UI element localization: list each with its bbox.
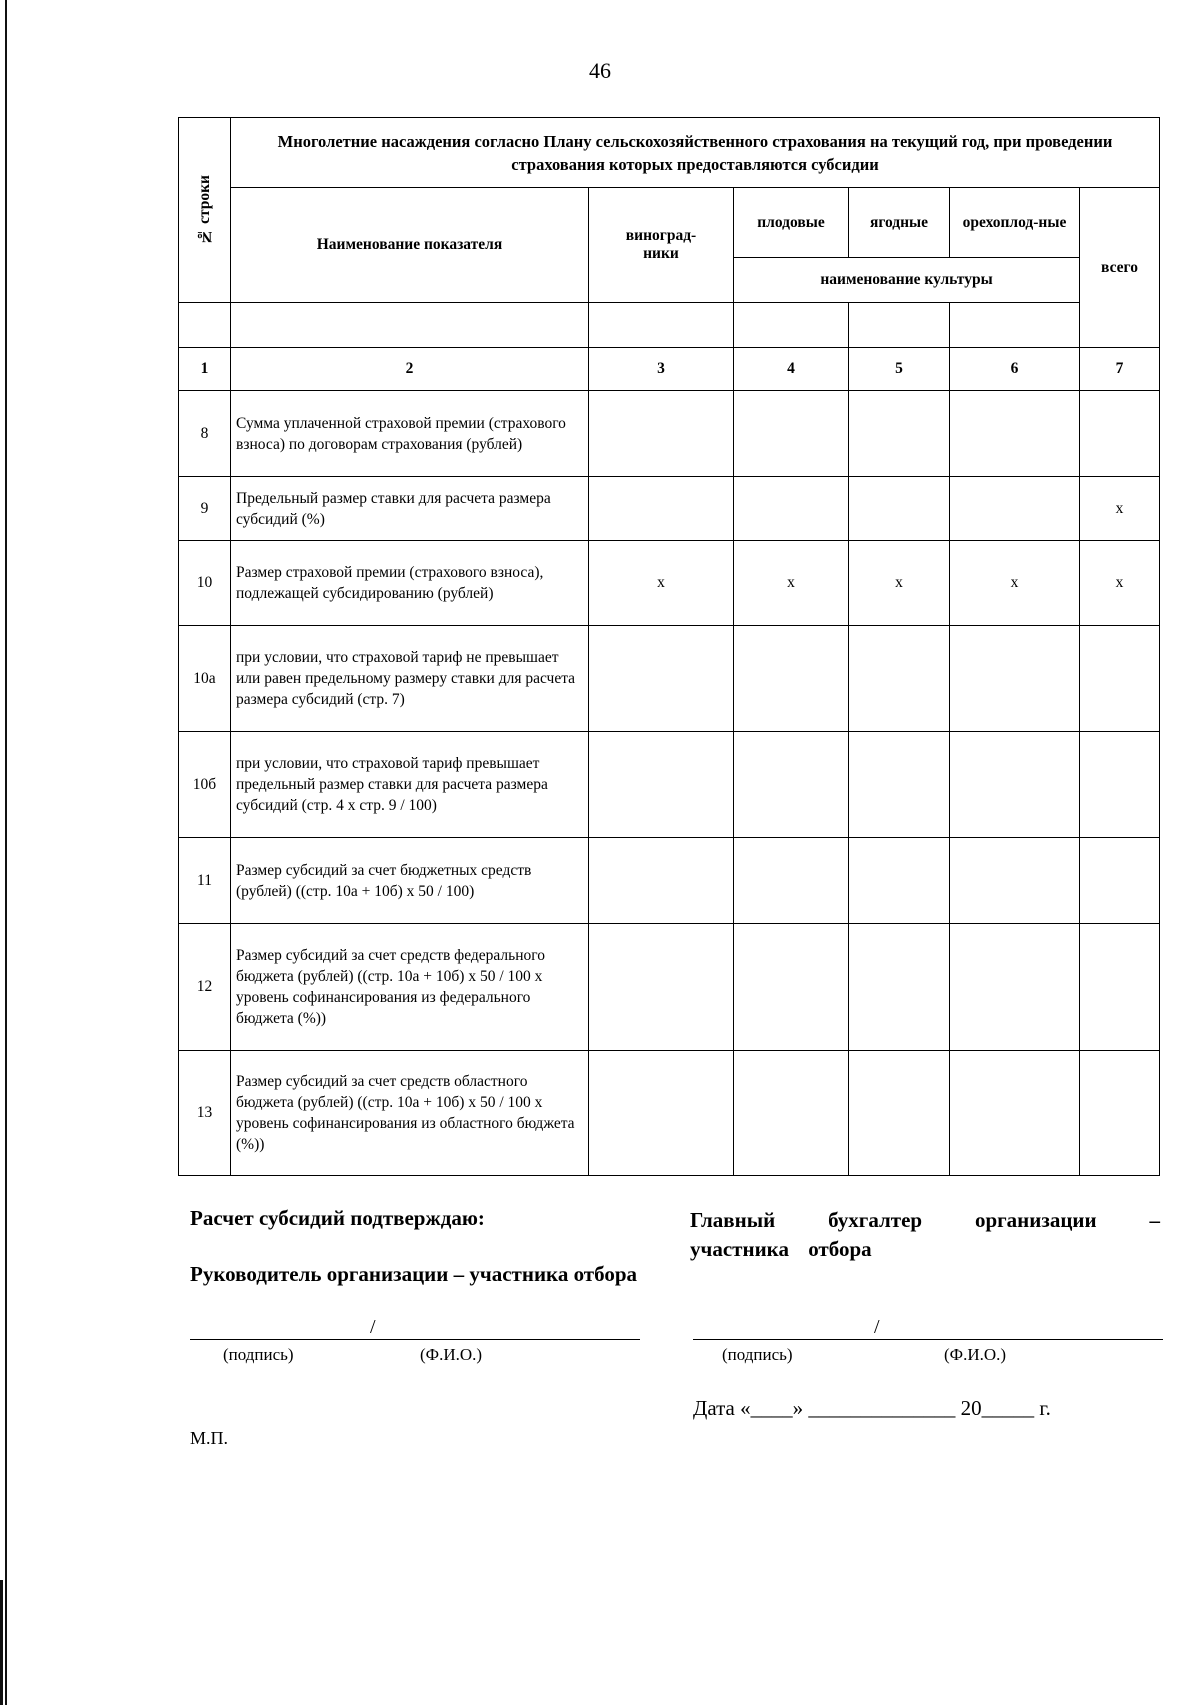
date-field[interactable]: Дата «____» ______________ 20_____ г. — [693, 1396, 1051, 1420]
cell-total[interactable] — [1080, 924, 1160, 1051]
row-number: 10 — [179, 541, 231, 626]
cell-total[interactable] — [1080, 732, 1160, 838]
row-label: Размер страховой премии (страхового взноса), подлежащей субсидированию (рублей) — [231, 541, 589, 626]
crop-name-berry-cell — [849, 303, 950, 348]
table-row — [179, 477, 1160, 541]
row-label: Размер субсидий за счет средств областного бюджета (рублей) ((стр. 10а + 10б) x 50 / 100 x уровень софинансирования из областного бюджета (%)) — [231, 1051, 589, 1176]
cell-vineyards: x — [589, 541, 734, 626]
cell-vineyards[interactable] — [589, 626, 734, 732]
column-number: 6 — [950, 348, 1080, 391]
table-row — [179, 391, 1160, 477]
table-row — [179, 541, 1160, 626]
subsidy-calculation-table — [178, 117, 1160, 1176]
row-number: 13 — [179, 1051, 231, 1176]
cell-vineyards[interactable] — [589, 477, 734, 541]
nut-header: орехоплод-ные — [950, 188, 1080, 258]
accountant-fio-caption: (Ф.И.О.) — [944, 1345, 1007, 1364]
accountant-signature-line[interactable] — [693, 1339, 1163, 1340]
cell-fruit[interactable] — [734, 391, 849, 477]
cell-nut[interactable] — [950, 1051, 1080, 1176]
cell-vineyards[interactable] — [589, 391, 734, 477]
cell-berry: x — [849, 541, 950, 626]
cell-fruit[interactable] — [734, 477, 849, 541]
cell-berry[interactable] — [849, 1051, 950, 1176]
vineyards-header: виноград-ники — [589, 188, 734, 303]
cell-berry[interactable] — [849, 732, 950, 838]
cell-total[interactable] — [1080, 391, 1160, 477]
column-number: 7 — [1080, 348, 1160, 391]
table-header-row-4 — [179, 303, 1160, 348]
row-number-header-cell — [179, 118, 231, 303]
row-number: 10а — [179, 626, 231, 732]
cell-vineyards[interactable] — [589, 1051, 734, 1176]
cell-fruit[interactable] — [734, 732, 849, 838]
head-title: Руководитель организации – участника отбора — [190, 1262, 638, 1286]
indicator-name-header: Наименование показателя — [231, 188, 589, 303]
head-signature-slash: / — [370, 1316, 376, 1338]
stamp-placeholder: М.П. — [190, 1428, 229, 1448]
page-number: 46 — [589, 58, 611, 83]
column-number: 1 — [179, 348, 231, 391]
cell-vineyards[interactable] — [589, 838, 734, 924]
column-number: 3 — [589, 348, 734, 391]
cell-nut: x — [950, 541, 1080, 626]
scan-edge-line — [5, 0, 7, 1705]
cell-fruit[interactable] — [734, 924, 849, 1051]
crop-name-fruit-cell — [734, 303, 849, 348]
cell-fruit[interactable] — [734, 838, 849, 924]
fruit-header: плодовые — [734, 188, 849, 258]
cell-total: x — [1080, 541, 1160, 626]
column-number: 5 — [849, 348, 950, 391]
group-header: Многолетние насаждения согласно Плану сельскохозяйственного страхования на текущий год, при проведении страхования которых предоставляются субсидии — [231, 118, 1160, 188]
cell-nut[interactable] — [950, 391, 1080, 477]
cell-berry[interactable] — [849, 477, 950, 541]
table-row — [179, 838, 1160, 924]
head-fio-caption: (Ф.И.О.) — [420, 1345, 483, 1364]
head-signature-line[interactable] — [190, 1339, 640, 1340]
crop-name-header: наименование культуры — [734, 258, 1080, 303]
row-label: Размер субсидий за счет бюджетных средств (рублей) ((стр. 10а + 10б) x 50 / 100) — [231, 838, 589, 924]
table-row — [179, 732, 1160, 838]
cell-nut[interactable] — [950, 732, 1080, 838]
row-number: 9 — [179, 477, 231, 541]
column-number: 4 — [734, 348, 849, 391]
total-header: всего — [1080, 188, 1160, 348]
cell-total[interactable] — [1080, 1051, 1160, 1176]
empty-cell — [589, 303, 734, 348]
row-label: Размер субсидий за счет средств федерального бюджета (рублей) ((стр. 10а + 10б) x 50 / 100 x уровень софинансирования из федерального бюджета (%)) — [231, 924, 589, 1051]
confirm-heading: Расчет субсидий подтверждаю: — [190, 1206, 485, 1230]
cell-fruit[interactable] — [734, 626, 849, 732]
scan-edge-line-lower — [0, 1580, 3, 1705]
table-header-row-2 — [179, 188, 1160, 258]
empty-cell — [179, 303, 231, 348]
row-number: 12 — [179, 924, 231, 1051]
accountant-signature-caption: (подпись) — [722, 1345, 793, 1364]
cell-total: x — [1080, 477, 1160, 541]
cell-nut[interactable] — [950, 838, 1080, 924]
cell-nut[interactable] — [950, 477, 1080, 541]
table-row — [179, 626, 1160, 732]
row-number: 11 — [179, 838, 231, 924]
row-label: при условии, что страховой тариф превышает предельный размер ставки для расчета размера субсидий (стр. 4 x стр. 9 / 100) — [231, 732, 589, 838]
table-row — [179, 1051, 1160, 1176]
cell-total[interactable] — [1080, 838, 1160, 924]
table-header-row-1 — [179, 118, 1160, 188]
row-label: при условии, что страховой тариф не превышает или равен предельному размеру ставки для расчета размера субсидий (стр. 7) — [231, 626, 589, 732]
empty-cell — [231, 303, 589, 348]
cell-berry[interactable] — [849, 391, 950, 477]
cell-total[interactable] — [1080, 626, 1160, 732]
cell-berry[interactable] — [849, 924, 950, 1051]
cell-vineyards[interactable] — [589, 924, 734, 1051]
berry-header: ягодные — [849, 188, 950, 258]
crop-name-nut-cell — [950, 303, 1080, 348]
cell-berry[interactable] — [849, 626, 950, 732]
table-row — [179, 924, 1160, 1051]
cell-fruit[interactable] — [734, 1051, 849, 1176]
row-number: 8 — [179, 391, 231, 477]
row-label: Предельный размер ставки для расчета размера субсидий (%) — [231, 477, 589, 541]
cell-fruit: x — [734, 541, 849, 626]
row-number-header: № строки — [195, 175, 213, 245]
column-numbering-row — [179, 348, 1160, 391]
head-signature-caption: (подпись) — [223, 1345, 294, 1364]
accountant-signature-slash: / — [874, 1316, 880, 1338]
cell-nut[interactable] — [950, 626, 1080, 732]
cell-berry[interactable] — [849, 838, 950, 924]
column-number: 2 — [231, 348, 589, 391]
cell-vineyards[interactable] — [589, 732, 734, 838]
row-label: Сумма уплаченной страховой премии (страхового взноса) по договорам страхования (рублей) — [231, 391, 589, 477]
row-number: 10б — [179, 732, 231, 838]
cell-nut[interactable] — [950, 924, 1080, 1051]
accountant-title: Главный бухгалтер организации – участника отбора — [690, 1208, 1160, 1261]
